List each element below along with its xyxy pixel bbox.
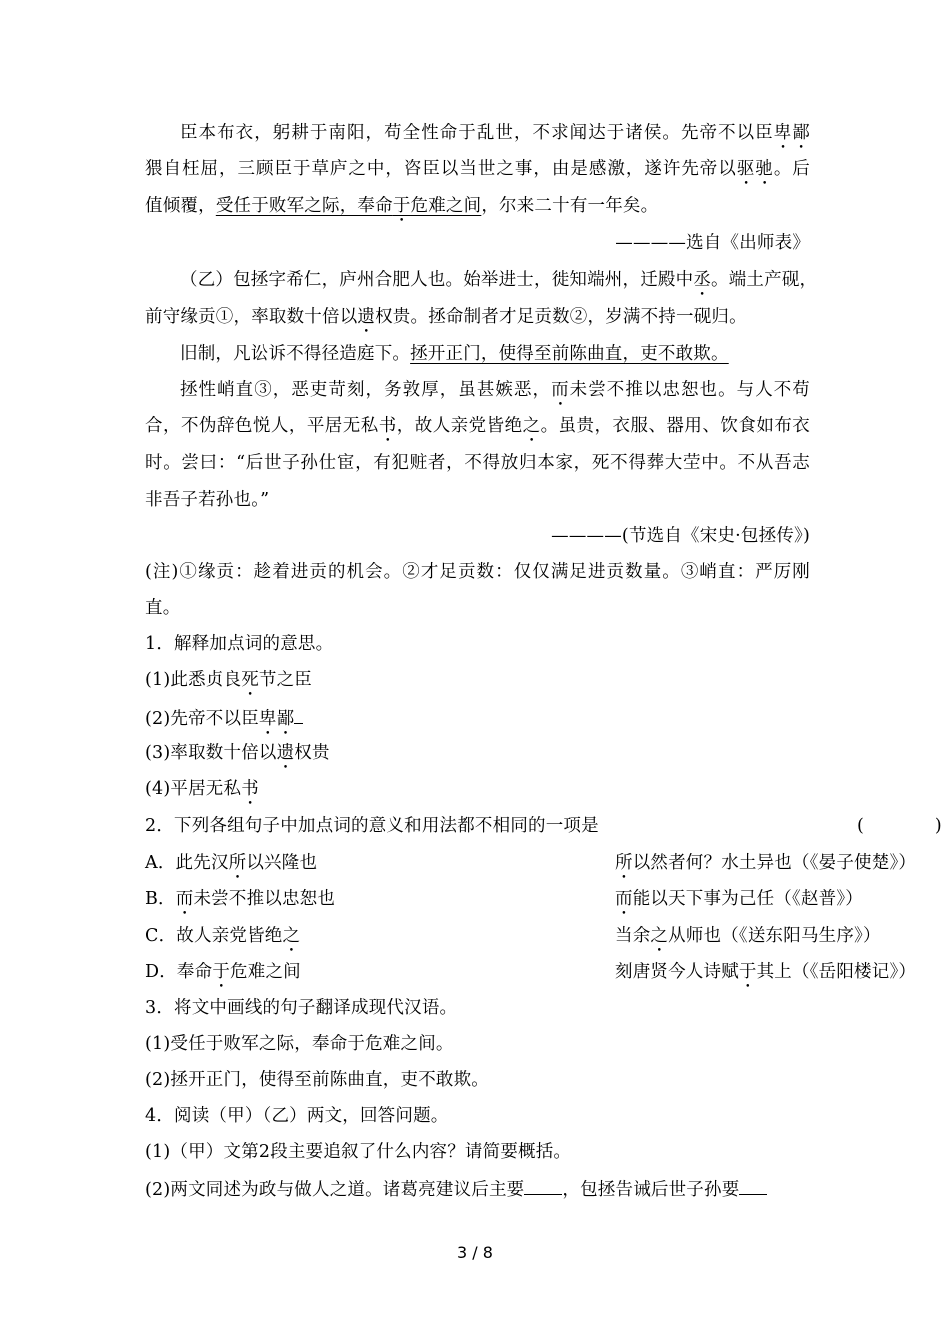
q1-item-2: (2)先帝不以臣卑鄙 [145,705,810,739]
dotted-word: 所 [615,853,633,873]
q2-option-b: B．而未尝不推以忠恕也 而能以天下事为己任（《赵普》） [145,887,810,919]
answer-blank[interactable] [739,1176,767,1195]
dotted-word: 卑鄙 [258,709,295,729]
q2-option-c: C．故人亲党皆绝之 当余之从师也（《送东阳马生序》） [145,924,810,956]
page-number: 3 / 8 [457,1243,493,1262]
yi-line-7: 非吾子若孙也。” [145,490,270,510]
dotted-word: 驱驰 [736,159,774,179]
dotted-word: 而 [175,889,194,909]
answer-blank[interactable] [294,705,303,724]
dotted-word: 所 [228,853,247,873]
dotted-word: 于 [392,196,411,216]
q3-title: 3．将文中画线的句子翻译成现代汉语。 [145,998,458,1018]
option-b-compare: 而能以天下事为己任（《赵普》） [615,889,864,909]
jia-line-1: 臣本布衣，躬耕于南阳，苟全性命于乱世，不求闻达于诸侯。先帝不以臣卑鄙 [180,123,810,143]
yi-line-6: 时。尝曰：“后世子孙仕宦，有犯赃者，不得放归本家，死不得葬大茔中。不从吾志 [145,453,810,473]
q1-item-4: (4)平居无私书 [145,779,259,799]
option-c-compare: 当余之从师也（《送东阳马生序》） [615,926,881,946]
underlined-sentence: 受任于败军之际，奉命于危难之间 [215,196,482,216]
yi-line-3: 旧制，凡讼诉不得径造庭下。拯开正门，使得至前陈曲直，吏不敢欺。 [180,344,729,364]
q4-item-2: (2)两文同述为政与做人之道。诸葛亮建议后主要 ，包拯告诫后世子孙要 [145,1176,810,1202]
q2-title: 2．下列各组句子中加点词的意义和用法都不相同的一项是 ( ) [145,816,942,836]
dotted-word: 于 [738,962,757,982]
jia-line-2: 猥自枉屈，三顾臣于草庐之中，咨臣以当世之事，由是感激，遂许先帝以驱驰。后 [145,159,811,179]
q4-item-1: (1)（甲）文第2段主要追叙了什么内容？请简要概括。 [145,1142,572,1162]
dotted-word: 之 [650,926,669,946]
q2-option-d: D．奉命于危难之间 刻唐贤今人诗赋于其上（《岳阳楼记》） [145,960,810,992]
dotted-word: 死 [241,670,259,690]
yi-line-2: 前守缘贡①，率取数十倍以遗权贵。拯命制者才足贡数②，岁满不持一砚归。 [145,307,747,327]
q1-title: 1．解释加点词的意思。 [145,634,334,654]
q3-item-2: (2)拯开正门，使得至前陈曲直，吏不敢欺。 [145,1070,489,1090]
q2-option-a: A．此先汉所以兴隆也 所以然者何？水土异也（《晏子使楚》） [145,851,810,883]
answer-parentheses[interactable]: ( ) [857,816,942,836]
note-line-2: 直。 [145,598,181,618]
option-a-compare: 所以然者何？水土异也（《晏子使楚》） [615,853,917,873]
dotted-word: 而 [615,889,633,909]
yi-line-4: 拯性峭直③，恶吏苛刻，务敦厚，虽甚嫉恶，而未尝不推以忠恕也。与人不苟 [180,380,811,400]
dotted-word: 书 [378,416,397,436]
dotted-word: 书 [241,779,259,799]
q4-title: 4．阅读（甲）（乙）两文，回答问题。 [145,1106,449,1126]
dotted-word: 而 [551,380,570,400]
q3-item-1: (1)受任于败军之际，奉命于危难之间。 [145,1034,454,1054]
dotted-word: 于 [212,962,231,982]
option-d-compare: 刻唐贤今人诗赋于其上（《岳阳楼记》） [615,962,917,982]
dotted-word: 遗 [276,743,295,763]
underlined-sentence: 拯开正门，使得至前陈曲直，吏不敢欺。 [410,344,729,364]
jia-source: ————选自《出师表》 [615,233,810,253]
yi-line-5: 合，不伪辞色悦人，平居无私书，故人亲党皆绝之。虽贵，衣服、器用、饮食如布衣 [145,416,810,436]
dotted-word: 卑鄙 [773,123,810,143]
q1-item-3: (3)率取数十倍以遗权贵 [145,743,330,763]
answer-blank[interactable] [524,1176,562,1195]
yi-line-1: （乙）包拯字希仁，庐州合肥人也。始举进士，徙知端州，迁殿中丞。端土产砚， [180,270,818,290]
dotted-word: 遗 [357,307,376,327]
note-line-1: (注)①缘贡：趁着进贡的机会。②才足贡数：仅仅满足进贡数量。③峭直：严厉刚 [145,562,810,582]
dotted-word: 之 [282,926,301,946]
jia-line-3: 值倾覆，受任于败军之际，奉命于危难之间，尔来二十有一年矣。 [145,196,659,216]
dotted-word: 丞 [693,270,712,290]
q1-item-1: (1)此悉贞良死节之臣 [145,670,313,690]
yi-source: ————(节选自《宋史·包拯传》) [551,526,810,546]
dotted-word: 之 [522,416,541,436]
